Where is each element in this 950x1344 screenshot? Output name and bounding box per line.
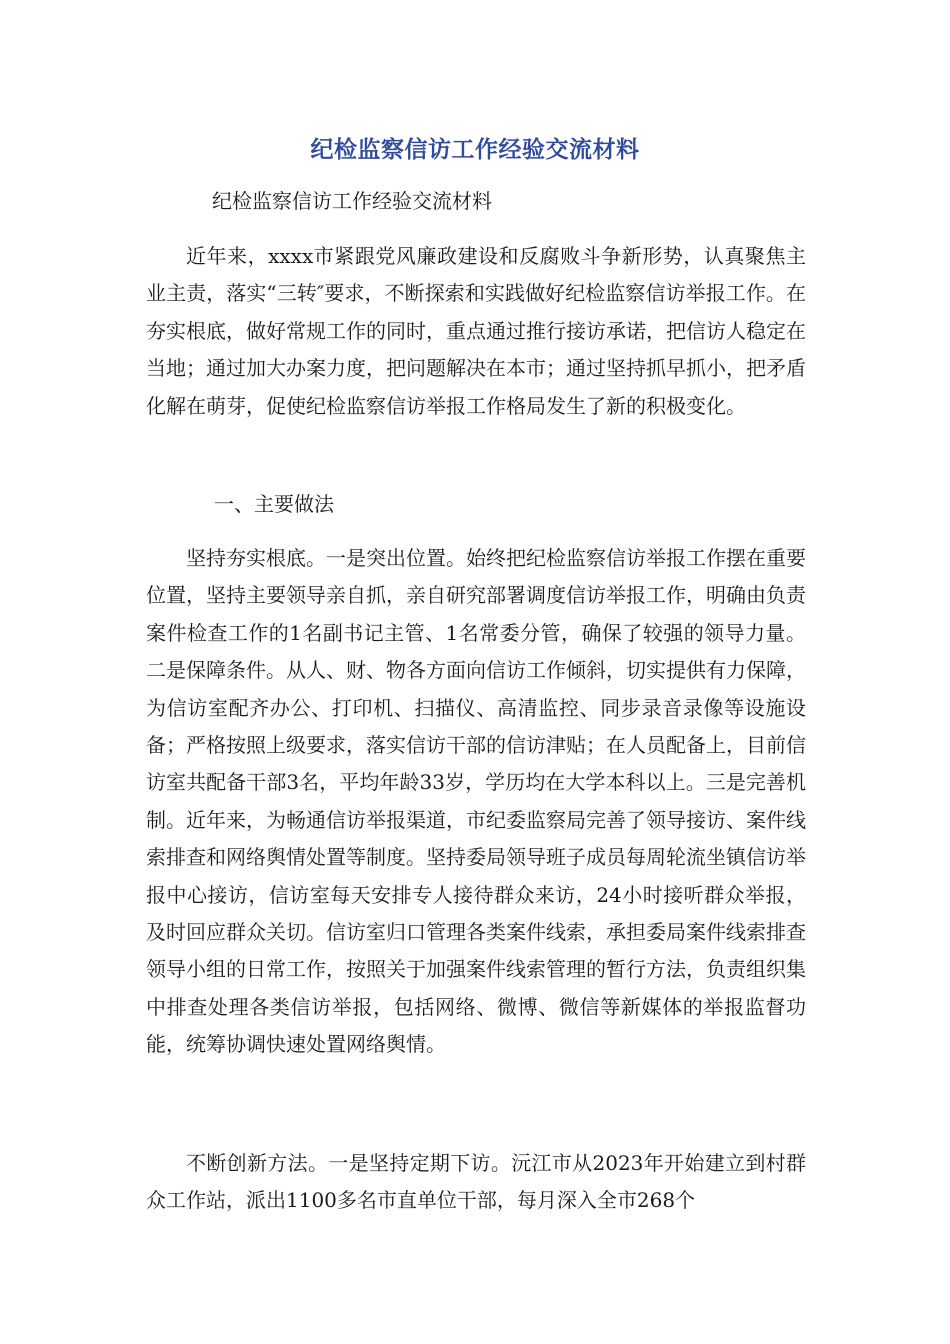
body-paragraph-innovation: 不断创新方法。一是坚持定期下访。沅江市从2023年开始建立到村群众工作站，派出1100多名市直单位干部，每月深入全市268个	[146, 1151, 806, 1213]
section-heading: 一、主要做法	[214, 492, 334, 516]
document-subtitle: 纪检监察信访工作经验交流材料	[212, 189, 492, 213]
body-paragraph-foundation: 坚持夯实根底。一是突出位置。始终把纪检监察信访举报工作摆在重要位置，坚持主要领导亲自抓，亲自研究部署调度信访举报工作，明确由负责案件检查工作的1名副书记主管、1名常委分管，确保了较强的领导力量。二是保障条件。从人、财、物各方面向信访工作倾斜，切实提供有力保障，为信访室配齐办公、打印机、扫描仪、高清监控、同步录音录像等设施设备；严格按照上级要求，落实信访干部的信访津贴；在人员配备上，目前信访室共配备干部3名，平均年龄33岁，学历均在大学本科以上。三是完善机制。近年来，为畅通信访举报渠道，市纪委监察局完善了领导接访、案件线索排查和网络舆情处置等制度。坚持委局领导班子成员每周轮流坐镇信访举报中心接访，信访室每天安排专人接待群众来访，24小时接听群众举报，及时回应群众关切。信访室归口管理各类案件线索，承担委局案件线索排查领导小组的日常工作，按照关于加强案件线索管理的暂行方法，负责组织集中排查处理各类信访举报，包括网络、微博、微信等新媒体的举报监督功能，统筹协调快速处置网络舆情。	[146, 546, 806, 1057]
intro-paragraph: 近年来，xxxx市紧跟党风廉政建设和反腐败斗争新形势，认真聚焦主业主责，落实“三转″要求，不断探索和实践做好纪检监察信访举报工作。在夯实根底，做好常规工作的同时，重点通过推行接访承诺，把信访人稳定在当地；通过加大办案力度，把问题解决在本市；通过坚持抓早抓小，把矛盾化解在萌芽，促使纪检监察信访举报工作格局发生了新的积极变化。	[146, 244, 806, 418]
document-title: 纪检监察信访工作经验交流材料	[310, 137, 640, 163]
